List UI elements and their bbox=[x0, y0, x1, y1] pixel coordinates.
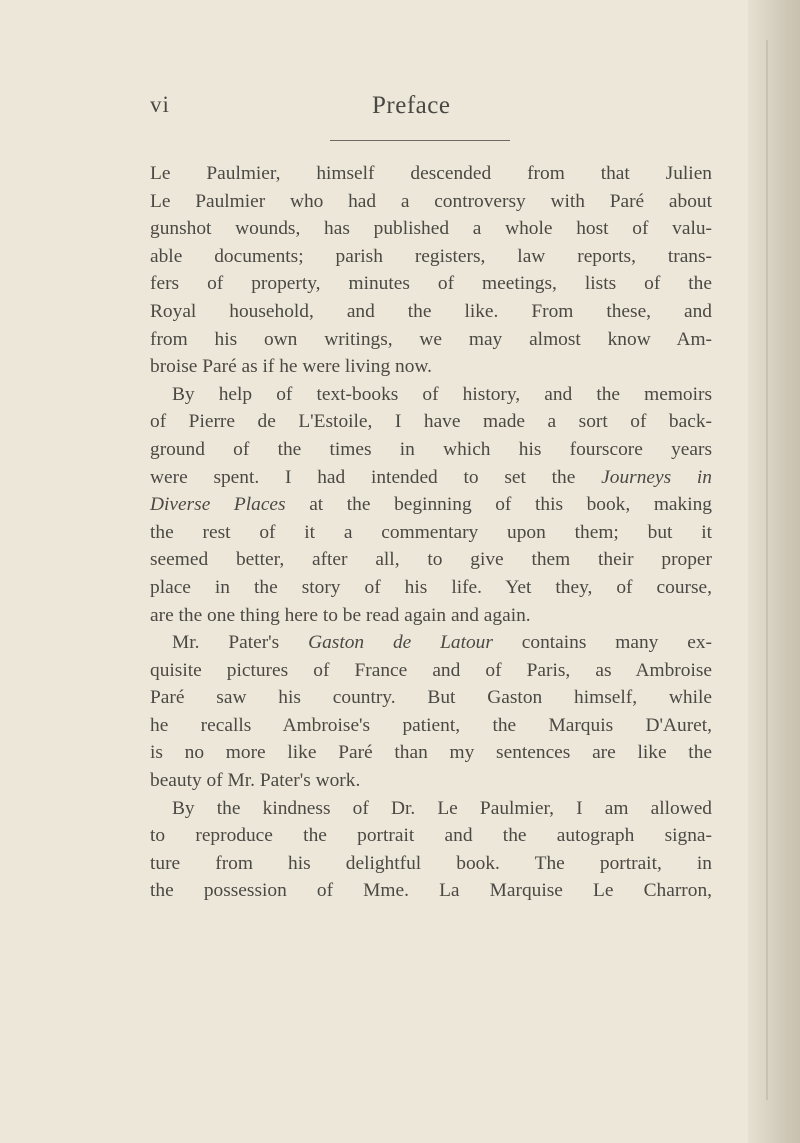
section-title: Preface bbox=[372, 92, 451, 119]
text-line bbox=[150, 629, 712, 657]
text-line: the possession of Mme. La Marquise Le Charron, bbox=[150, 880, 712, 902]
text-line: quisite pictures of France and of Paris, as Ambroise bbox=[150, 659, 712, 681]
text-line: Royal household, and the like. From these, and bbox=[150, 300, 712, 322]
text-line: the rest of it a commentary upon them; but it bbox=[150, 521, 712, 543]
text-line: beauty of Mr. Pater's work. bbox=[150, 770, 361, 792]
text-line: ture from his delightful book. The portrait, in bbox=[150, 852, 712, 874]
text-line: from his own writings, we may almost know Am- bbox=[150, 328, 712, 350]
text-line: gunshot wounds, has published a whole host of valu- bbox=[150, 218, 712, 240]
text-line bbox=[150, 491, 712, 519]
text-run: Mr. Pater's bbox=[172, 632, 280, 654]
body-text bbox=[150, 160, 712, 905]
italic-title: Gaston de Latour bbox=[308, 632, 493, 654]
text-line: Le Paulmier who had a controversy with Paré about bbox=[150, 190, 712, 212]
text-line: are the one thing here to be read again and again. bbox=[150, 604, 531, 626]
page-number: vi bbox=[150, 92, 170, 117]
text-line: ground of the times in which his fourscore years bbox=[150, 438, 712, 460]
italic-title: Journeys in bbox=[601, 466, 713, 488]
text-line: to reproduce the portrait and the autograph signa- bbox=[150, 825, 712, 847]
text-run: at the beginning of this book, making bbox=[309, 494, 712, 516]
header-rule bbox=[330, 140, 510, 141]
text-run: contains many ex- bbox=[521, 632, 712, 654]
text-line: Paré saw his country. But Gaston himself, while bbox=[150, 687, 712, 709]
text-line: of Pierre de L'Estoile, I have made a sort of back- bbox=[150, 411, 712, 433]
text-line bbox=[150, 464, 712, 492]
page-edge-shadow bbox=[748, 0, 800, 1143]
text-line: By the kindness of Dr. Le Paulmier, I am allowed bbox=[172, 797, 712, 819]
text-line: By help of text-books of history, and the memoirs bbox=[172, 383, 712, 405]
text-line: Le Paulmier, himself descended from that Julien bbox=[150, 163, 712, 184]
text-line: fers of property, minutes of meetings, lists of the bbox=[150, 273, 712, 295]
text-line: he recalls Ambroise's patient, the Marquis D'Auret, bbox=[150, 714, 712, 736]
text-line: is no more like Paré than my sentences are like the bbox=[150, 742, 712, 764]
text-line: able documents; parish registers, law reports, trans- bbox=[150, 245, 712, 267]
text-line: seemed better, after all, to give them their proper bbox=[150, 549, 712, 571]
text-line: broise Paré as if he were living now. bbox=[150, 356, 432, 378]
italic-title: Diverse Places bbox=[150, 494, 286, 516]
text-run: were spent. I had intended to set the bbox=[150, 466, 576, 488]
running-head bbox=[150, 92, 650, 132]
text-line: place in the story of his life. Yet they, of course, bbox=[150, 576, 712, 598]
